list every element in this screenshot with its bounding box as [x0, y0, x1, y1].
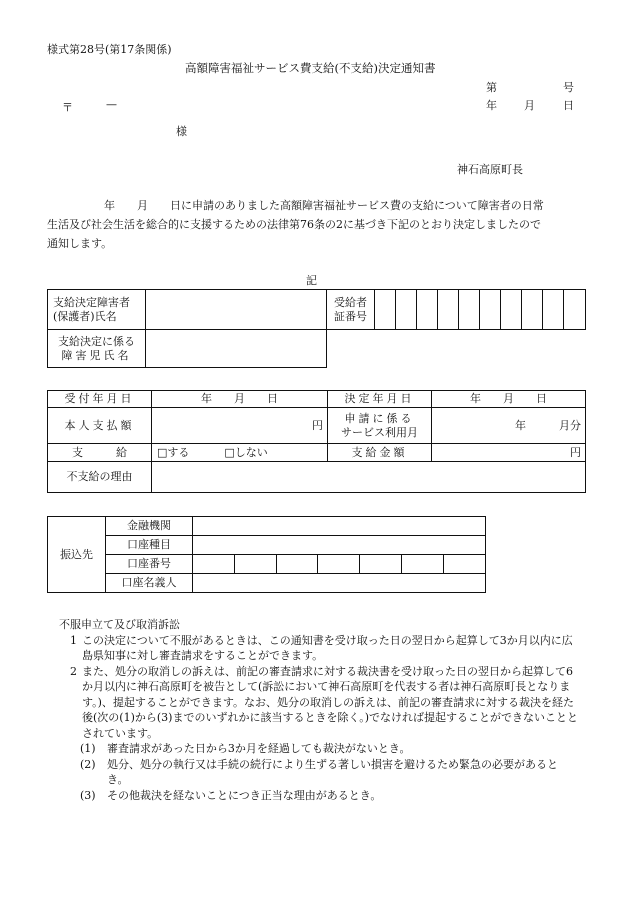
account-type-field[interactable] — [193, 536, 486, 555]
note-2: 2 また、処分の取消しの訴えは、前記の審査請求に対する裁決書を受け取った日の翌日から起算して6か月以内に神石高原町を被告として(訴訟において神石高原町を代表する者は神石高原町長となります。)、提起することができます。なお、処分の取消しの訴えは、前記の審査請求に対する裁決を経た後(次の(1)から(3)までのいずれかに該当するときを除く。)でなければ提起することができないこととされています。 — [70, 664, 579, 740]
note-1: 1 この決定について不服があるときは、この通知書を受け取った日の翌日から起算して3か月以内に広島県知事に対し審査請求をすることができます。 — [70, 633, 573, 662]
reason-field[interactable] — [152, 462, 586, 493]
yen-unit: 円 — [570, 445, 581, 459]
notes-heading: 不服申立て及び取消訴訟 — [59, 618, 180, 631]
certificate-digit[interactable] — [522, 290, 543, 330]
certificate-digit[interactable] — [438, 290, 459, 330]
payment-amount-label: 支給金額 — [328, 444, 432, 462]
recipient-table — [47, 289, 586, 368]
certificate-digit[interactable] — [375, 290, 396, 330]
certificate-digit[interactable] — [459, 290, 480, 330]
payment-no-checkbox[interactable]: □しない — [224, 445, 268, 459]
certificate-digit[interactable] — [564, 290, 586, 330]
received-date-label: 受付年月日 — [48, 391, 152, 408]
recipient-name-field[interactable] — [146, 290, 327, 330]
body-line-1: 年 月 日に申請のありました高額障害福祉サービス費の支給について障害者の日常 — [104, 199, 544, 212]
certificate-digit[interactable] — [417, 290, 438, 330]
account-number-digit[interactable] — [444, 555, 486, 574]
ki-heading: 記 — [306, 274, 317, 287]
account-number-digit[interactable] — [193, 555, 235, 574]
account-number-digit[interactable] — [360, 555, 402, 574]
reason-label: 不支給の理由 — [48, 462, 152, 493]
child-name-field[interactable] — [146, 330, 327, 368]
transfer-label: 振込先 — [48, 517, 106, 593]
payment-amount-field[interactable] — [432, 444, 586, 462]
received-date-field[interactable]: 年 月 日 — [152, 391, 328, 408]
recipient-name-label: 支給決定障害者 (保護者)氏名 — [48, 290, 146, 330]
self-payment-field[interactable] — [152, 408, 328, 444]
date-day: 日 — [563, 99, 574, 112]
doc-number-prefix: 第 — [486, 81, 497, 94]
body-line-2: 生活及び社会生活を総合的に支援するための法律第76条の2に基づき下記のとおり決定しましたので — [47, 218, 541, 231]
appeal-notes — [59, 617, 579, 803]
form-number: 様式第28号(第17条関係) — [47, 43, 172, 56]
account-number-digit[interactable] — [402, 555, 444, 574]
certificate-label: 受給者 証番号 — [327, 290, 375, 330]
note-2-sub-1: (1) 審査請求があった日から3か月を経過しても裁決がないとき。 — [80, 742, 411, 755]
account-number-digit[interactable] — [318, 555, 360, 574]
certificate-digit[interactable] — [480, 290, 501, 330]
honorific: 様 — [176, 125, 187, 138]
bank-label: 金融機関 — [106, 517, 193, 536]
note-2-sub-2: (2) 処分、処分の執行又は手続の続行により生ずる著しい損害を避けるため緊急の必要があるとき。 — [80, 757, 558, 786]
decision-date-field[interactable]: 年 月 日 — [432, 391, 586, 408]
account-holder-label: 口座名義人 — [106, 574, 193, 593]
issuer: 神石高原町長 — [457, 163, 523, 176]
decision-date-label: 決定年月日 — [328, 391, 432, 408]
postal-dash: — — [106, 98, 117, 111]
child-name-label: 支給決定に係る 障害児氏名 — [48, 330, 146, 368]
document-title: 高額障害福祉サービス費支給(不支給)決定通知書 — [185, 61, 436, 75]
account-number-digit[interactable] — [277, 555, 318, 574]
self-payment-label: 本人支払額 — [48, 408, 152, 444]
certificate-digit[interactable] — [543, 290, 564, 330]
service-month-label: 申請に係る サービス利用月 — [328, 408, 432, 444]
decision-table — [47, 390, 586, 493]
certificate-digit[interactable] — [501, 290, 522, 330]
postal-mark: 〒 — [62, 101, 73, 114]
account-holder-field[interactable] — [193, 574, 486, 593]
certificate-digit[interactable] — [396, 290, 417, 330]
date-year: 年 — [486, 99, 497, 112]
payment-label: 支 給 — [48, 444, 152, 462]
transfer-table — [47, 516, 486, 593]
body-line-3: 通知します。 — [47, 237, 113, 250]
payment-options[interactable] — [152, 444, 328, 462]
payment-yes-checkbox[interactable]: □する — [157, 445, 190, 459]
account-number-label: 口座番号 — [106, 555, 193, 574]
yen-unit: 円 — [312, 418, 323, 432]
doc-number-suffix: 号 — [563, 81, 574, 94]
date-month: 月 — [524, 99, 535, 112]
bank-field[interactable] — [193, 517, 486, 536]
note-2-sub-3: (3) その他裁決を経ないことにつき正当な理由があるとき。 — [80, 788, 382, 802]
service-month-field[interactable]: 年 月分 — [432, 408, 586, 444]
account-number-digit[interactable] — [235, 555, 277, 574]
account-type-label: 口座種目 — [106, 536, 193, 555]
